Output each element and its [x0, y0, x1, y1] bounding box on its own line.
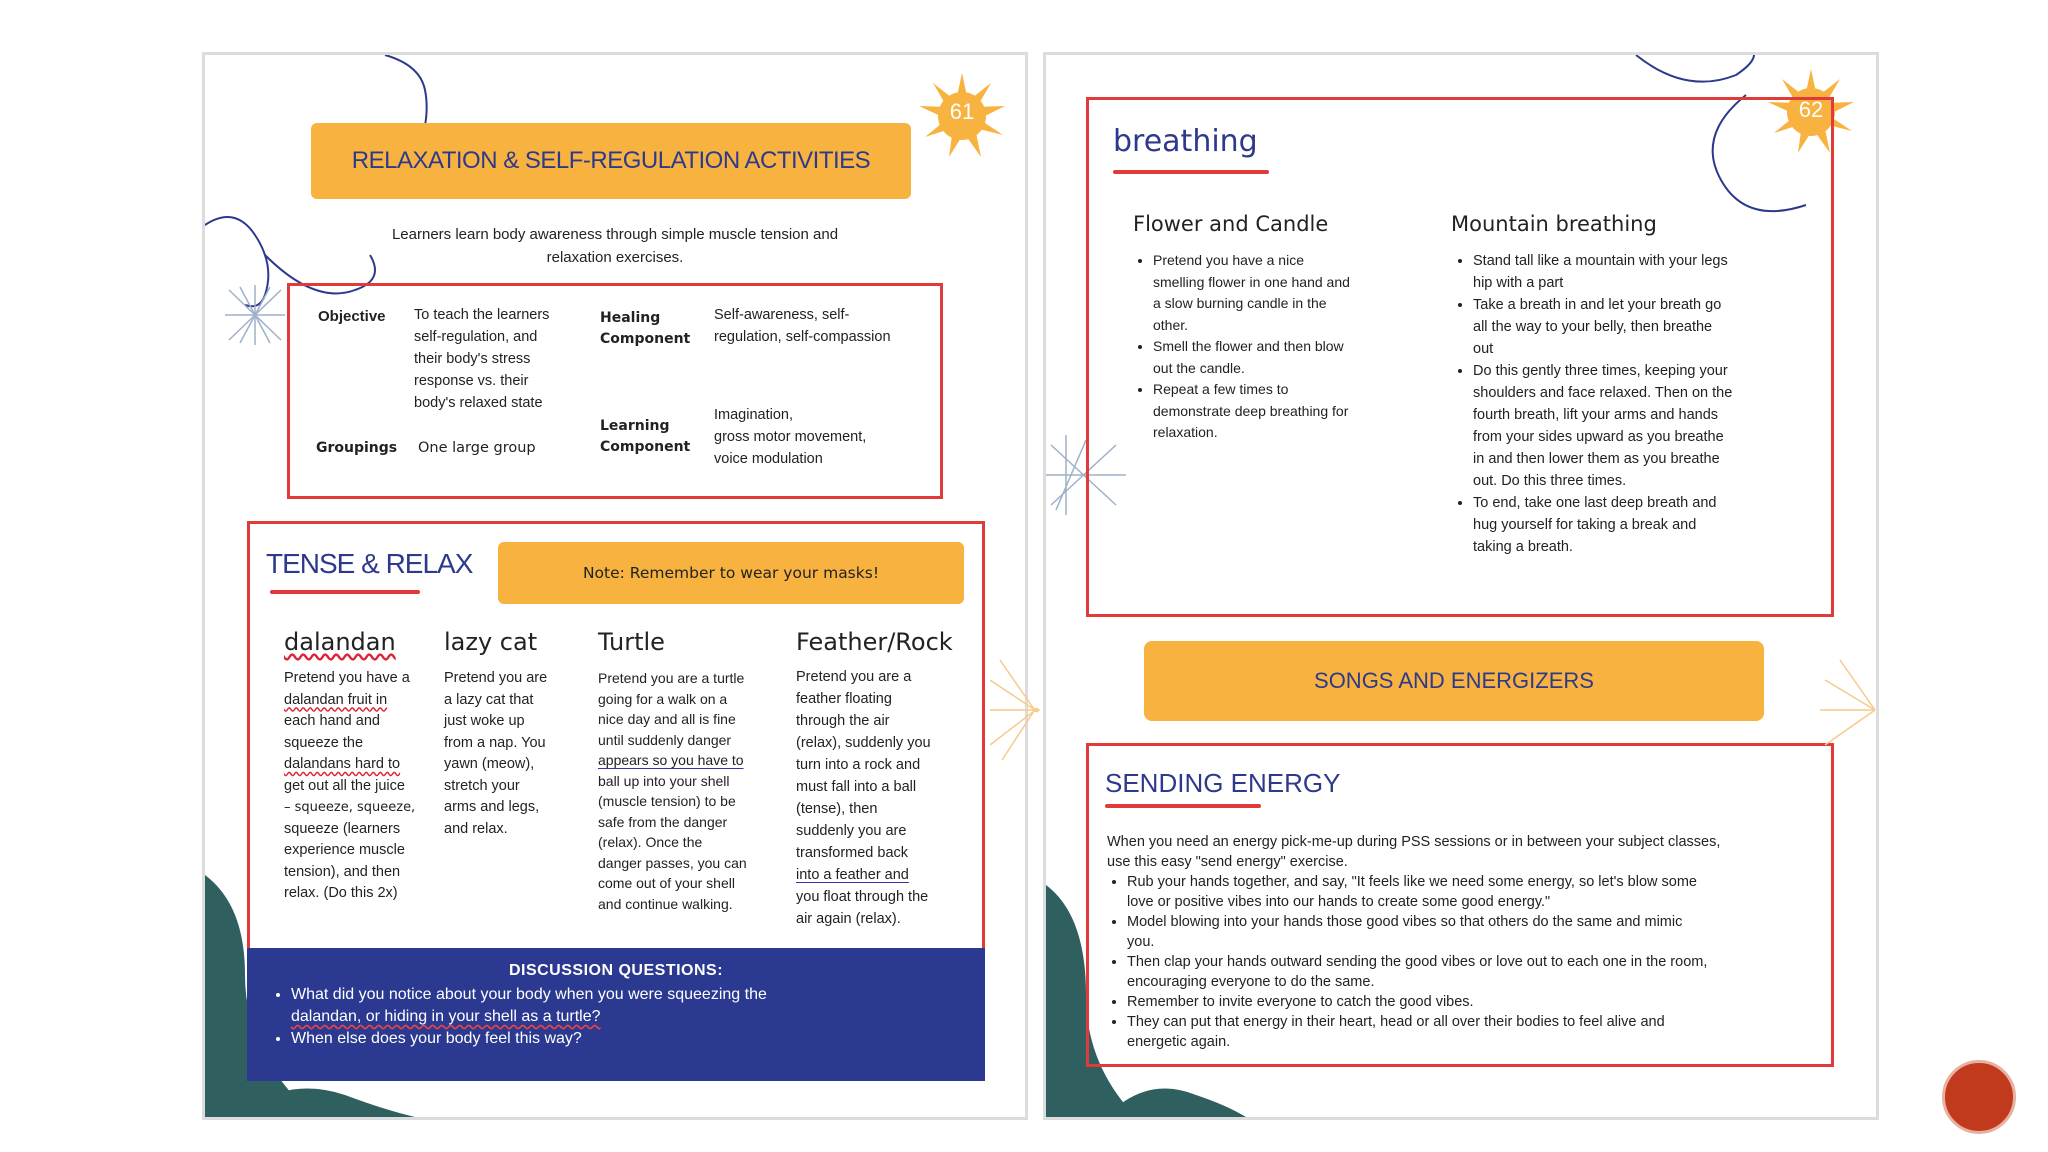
sending-energy-title: SENDING ENERGY — [1105, 768, 1341, 798]
flower-candle-list — [1133, 250, 1413, 444]
mountain-breathing-list — [1453, 250, 1813, 558]
page-number: 62 — [1798, 97, 1824, 122]
note-banner — [498, 542, 964, 604]
bullet-item: • They can put that energy in their heart, head or all over their bodies to feel alive and energetic again. — [1127, 1012, 1817, 1052]
tense-relax-title: TENSE & RELAX — [266, 548, 473, 579]
discussion-title: DISCUSSION QUESTIONS: — [508, 962, 724, 979]
songs-energizers-banner — [1144, 641, 1764, 721]
column-title: Feather/Rock — [796, 628, 953, 656]
intro-line: Learners learn body awareness through simple muscle tension and — [391, 226, 839, 243]
page-61 — [202, 52, 1028, 1120]
groupings-label: Groupings — [316, 440, 398, 456]
bullet-item: • Then clap your hands outward sending the good vibes or love out to each one in the room, encouraging everyone to do the same. — [1127, 952, 1817, 992]
sending-energy-body: When you need an energy pick-me-up during PSS sessions or in between your subject classes, use this easy "send energy" exercise. • Rub your hands together, and say, "It feels like we need some energy, so let's blow some love or positive vibes into our hands to create some good energy." • Model blowing into your hands those good vibes so that others do the same and mimic you. • Then clap your hands outward sending the good vibes or love out to each one in the room, encouraging everyone to do the same. • Remember to invite everyone to catch the good vibes. • They can put that energy in their heart, head or all over their bodies to feel alive and energetic again. — [1107, 832, 1817, 1052]
bullet-item: • Rub your hands together, and say, "It feels like we need some energy, so let's blow some love or positive vibes into our hands to create some good energy." — [1127, 872, 1817, 912]
title-underline — [1105, 804, 1261, 808]
column-text: Pretend you are a lazy cat that just woke up from a nap. You yawn (meow), stretch your arms and legs, and relax. — [444, 670, 548, 837]
page-62 — [1043, 52, 1879, 1120]
bullet-item: • Do this gently three times, keeping your shoulders and face relaxed. Then on the fourth breath, lift your arms and hands from your sides upward as you breathe in and then lower them as you breathe out. Do this three times. — [1473, 360, 1813, 492]
tense-relax-box — [247, 521, 985, 1081]
healing-value: Self-awareness, self- regulation, self-compassion — [714, 307, 891, 345]
discussion-list — [271, 984, 985, 1050]
activity-info-box — [287, 283, 943, 499]
bullet-item: • Take a breath in and let your breath go all the way to your belly, then breathe out — [1473, 294, 1813, 360]
bullet-item: • Model blowing into your hands those good vibes so that others do the same and mimic you. — [1127, 912, 1817, 952]
discussion-question: • When else does your body feel this way? — [291, 1028, 985, 1050]
bullet-item: • To end, take one last deep breath and hug yourself for taking a break and taking a breath. — [1473, 492, 1813, 558]
starburst-icon — [1820, 650, 1880, 770]
breathing-box — [1086, 97, 1834, 617]
breathing-title: breathing — [1113, 124, 1258, 159]
objective-label: Objective — [318, 308, 386, 325]
bullet-item: • Remember to invite everyone to catch the good vibes. — [1127, 992, 1817, 1012]
activity-column-feather-rock — [796, 628, 976, 930]
groupings-value: One large group — [418, 440, 536, 456]
column-title: Turtle — [598, 628, 665, 656]
sending-energy-box — [1086, 743, 1834, 1067]
title-underline — [270, 590, 420, 594]
activity-column-lazy-cat — [444, 628, 584, 840]
slide-nav-button[interactable] — [1942, 1060, 2016, 1134]
starburst-icon — [990, 650, 1050, 770]
mountain-breathing-title: Mountain breathing — [1451, 212, 1657, 236]
banner-title: SONGS AND ENERGIZERS — [1314, 668, 1594, 693]
column-title: lazy cat — [444, 628, 538, 656]
title-underline — [1113, 170, 1269, 174]
flower-candle-title: Flower and Candle — [1133, 212, 1329, 236]
column-text: Pretend you are a feather floating through the air (relax), suddenly you turn into a rock and must fall into a ball (tense), then suddenly you are transformed back into a feather and you float through the air again (relax). — [796, 669, 931, 927]
bullet-item: • Repeat a few times to demonstrate deep breathing for relaxation. — [1153, 379, 1413, 444]
note-text: Note: Remember to wear your masks! — [582, 564, 880, 582]
banner-title: RELAXATION & SELF-REGULATION ACTIVITIES — [351, 147, 871, 174]
column-text: Pretend you have a dalandan fruit in each hand and squeeze the dalandans hard to get out all the juice – squeeze, squeeze, squeeze (learners experience muscle tension), and then relax. (Do this 2x) — [284, 670, 416, 901]
learning-value: Imagination, gross motor movement, voice modulation — [714, 407, 867, 467]
activities-banner — [311, 123, 911, 199]
bullet-item: • Smell the flower and then blow out the candle. — [1153, 336, 1413, 379]
learning-label: Learning Component — [600, 418, 691, 455]
column-title: dalandan — [284, 628, 396, 656]
healing-label: Healing Component — [600, 310, 691, 347]
intro-line: relaxation exercises. — [546, 249, 684, 266]
page-number: 61 — [949, 99, 975, 124]
sending-energy-list — [1107, 872, 1817, 1052]
activity-column-dalandan — [284, 628, 434, 905]
activity-column-turtle — [598, 628, 778, 914]
bullet-item: • Stand tall like a mountain with your legs hip with a part — [1473, 250, 1813, 294]
discussion-panel — [247, 948, 985, 1081]
bullet-item: • Pretend you have a nice smelling flower in one hand and a slow burning candle in the other. — [1153, 250, 1413, 336]
discussion-question: • What did you notice about your body when you were squeezing the dalandan, or hiding in your shell as a turtle? — [291, 984, 985, 1028]
column-text: Pretend you are a turtle going for a walk on a nice day and all is fine until suddenly danger appears so you have to ball up into your shell (muscle tension) to be safe from the danger (relax). Once the danger passes, you can come out of your shell and continue walking. — [598, 670, 747, 912]
intro-text — [285, 223, 945, 269]
objective-value: To teach the learners self-regulation, and their body's stress response vs. their body's relaxed state — [414, 307, 550, 411]
